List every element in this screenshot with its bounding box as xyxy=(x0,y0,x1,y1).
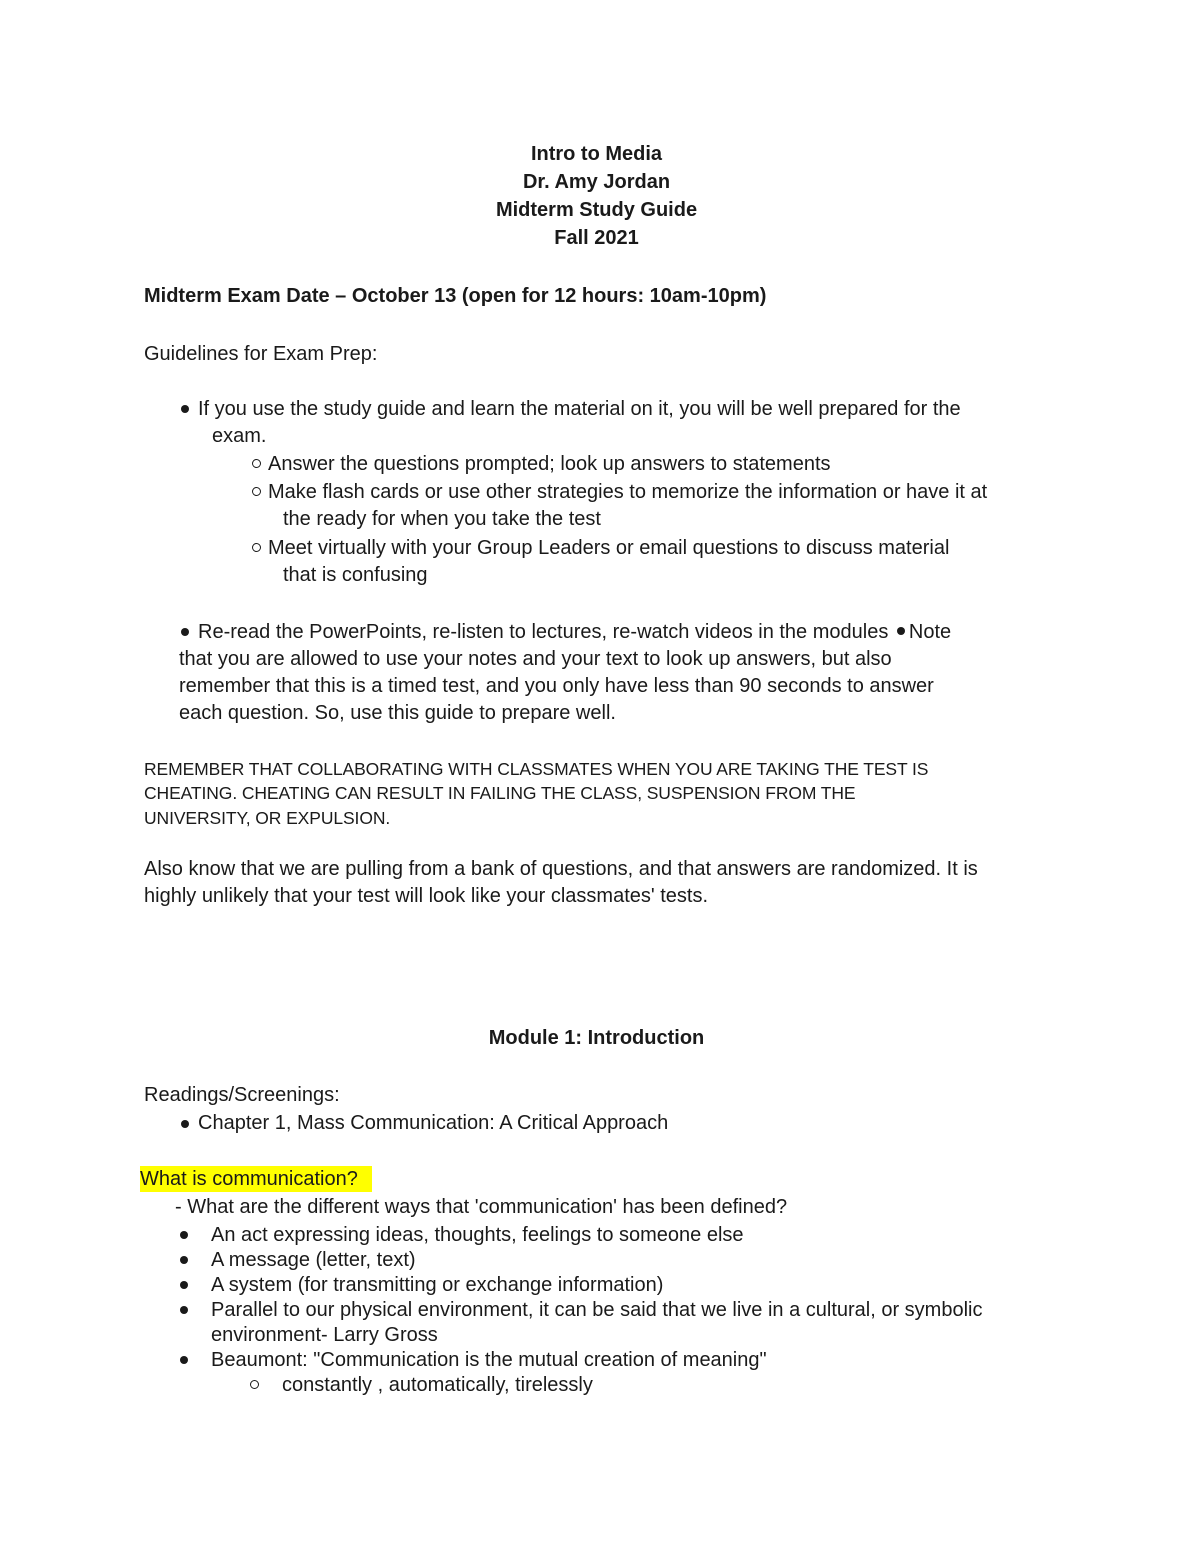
note-line: highly unlikely that your test will look like your classmates' tests. xyxy=(144,885,709,907)
guideline-paragraph-line: that you are allowed to use your notes and your text to look up answers, but also xyxy=(179,648,892,670)
bullet-icon xyxy=(181,1120,189,1128)
list-item: Beaumont: "Communication is the mutual creation of meaning" xyxy=(211,1349,767,1371)
bullet-icon xyxy=(180,1306,188,1314)
bullet-icon xyxy=(180,1281,188,1289)
guideline-subitem-2: Make flash cards or use other strategies to memorize the information or have it at xyxy=(268,481,988,503)
warning-line: CHEATING. CHEATING CAN RESULT IN FAILING THE CLASS, SUSPENSION FROM THE xyxy=(144,783,856,803)
guideline-subitem-1: Answer the questions prompted; look up answers to statements xyxy=(268,453,831,475)
guideline-item-2-text: Re-read the PowerPoints, re-listen to lectures, re-watch videos in the modules xyxy=(198,621,889,643)
list-item: Parallel to our physical environment, it can be said that we live in a cultural, or symbolic xyxy=(211,1299,983,1321)
exam-date: Midterm Exam Date – October 13 (open for 12 hours: 10am-10pm) xyxy=(144,285,767,307)
guidelines-heading: Guidelines for Exam Prep: xyxy=(144,343,378,365)
bullet-icon xyxy=(180,1356,188,1364)
note-line: Also know that we are pulling from a bank of questions, and that answers are randomized. It is xyxy=(144,858,978,880)
guideline-paragraph-line: remember that this is a timed test, and you only have less than 90 seconds to answer xyxy=(179,675,934,697)
instructor-name: Dr. Amy Jordan xyxy=(522,171,671,193)
guideline-item-1-cont: exam. xyxy=(212,425,267,447)
guideline-subitem-3: Meet virtually with your Group Leaders or email questions to discuss material xyxy=(268,537,950,559)
warning-line: UNIVERSITY, OR EXPULSION. xyxy=(144,808,391,828)
sub-question: - What are the different ways that 'communication' has been defined? xyxy=(175,1196,788,1218)
list-item: An act expressing ideas, thoughts, feelings to someone else xyxy=(211,1224,744,1246)
document-title: Midterm Study Guide xyxy=(495,199,698,221)
guideline-item-3-text: Note xyxy=(908,621,952,643)
sub-list-item: constantly , automatically, tirelessly xyxy=(282,1374,593,1396)
question-heading xyxy=(140,1166,372,1192)
module-title: Module 1: Introduction xyxy=(488,1027,705,1049)
circle-bullet-icon xyxy=(252,459,261,468)
course-title: Intro to Media xyxy=(530,143,663,165)
guideline-paragraph-line: each question. So, use this guide to prepare well. xyxy=(179,702,616,724)
list-item: A message (letter, text) xyxy=(211,1249,416,1271)
circle-bullet-icon xyxy=(252,487,261,496)
list-item-cont: environment- Larry Gross xyxy=(211,1324,438,1346)
bullet-icon xyxy=(180,1231,188,1239)
term-label: Fall 2021 xyxy=(554,227,639,249)
list-item: A system (for transmitting or exchange information) xyxy=(211,1274,664,1296)
reading-item: Chapter 1, Mass Communication: A Critical Approach xyxy=(198,1112,669,1134)
guideline-subitem-2-cont: the ready for when you take the test xyxy=(283,508,601,530)
circle-bullet-icon xyxy=(250,1380,259,1389)
guideline-item-1: If you use the study guide and learn the material on it, you will be well prepared for the xyxy=(198,398,961,420)
guideline-item-2 xyxy=(198,619,951,645)
bullet-icon xyxy=(897,627,905,635)
bullet-icon xyxy=(181,405,189,413)
circle-bullet-icon xyxy=(252,543,261,552)
warning-line: REMEMBER THAT COLLABORATING WITH CLASSMATES WHEN YOU ARE TAKING THE TEST IS xyxy=(144,759,929,779)
readings-label: Readings/Screenings: xyxy=(144,1084,340,1106)
bullet-icon xyxy=(180,1256,188,1264)
guideline-subitem-3-cont: that is confusing xyxy=(283,564,428,586)
highlighted-question: What is communication? xyxy=(140,1166,372,1192)
bullet-icon xyxy=(181,628,189,636)
